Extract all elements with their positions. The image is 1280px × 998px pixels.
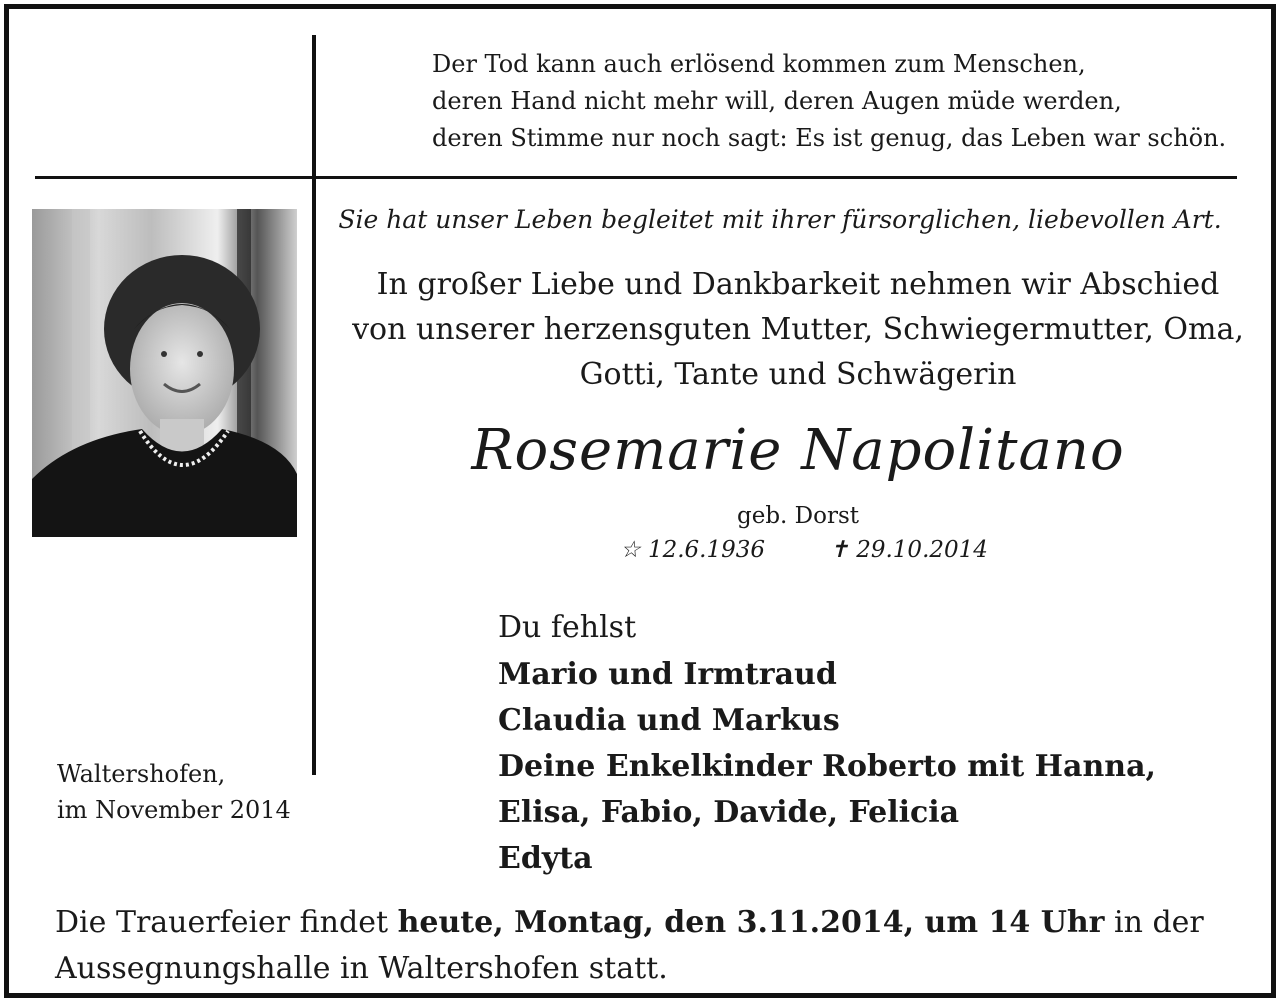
miss-line: Du fehlst (498, 610, 637, 645)
star-icon: ☆ (620, 537, 641, 563)
cross-vertical-bar (312, 35, 316, 775)
mourner-line: Edyta (498, 841, 593, 876)
intro-line: von unserer herzensguten Mutter, Schwiegermutter, Oma, (352, 312, 1244, 347)
quote-line: deren Hand nicht mehr will, deren Augen müde werden, (432, 87, 1122, 115)
quote-line: deren Stimme nur noch sagt: Es ist genug, das Leben war schön. (432, 124, 1227, 152)
ceremony-pre: Die Trauerfeier findet (55, 905, 398, 940)
intro-line: In großer Liebe und Dankbarkeit nehmen wir Abschied (376, 267, 1220, 302)
tagline: Sie hat unser Leben begleitet mit ihrer fürsorglichen, liebevollen Art. (338, 205, 1222, 234)
place-date (57, 756, 291, 828)
mourner-line: Mario und Irmtraud (498, 657, 837, 692)
maiden-name: geb. Dorst (736, 503, 859, 529)
cross-icon: ✝ (829, 537, 849, 563)
ceremony-post: in der (1104, 905, 1204, 940)
intro-block (318, 262, 1278, 397)
life-dates (620, 537, 988, 563)
ceremony-time: heute, Montag, den 3.11.2014, um 14 Uhr (397, 905, 1105, 940)
mourner-line: Elisa, Fabio, Davide, Felicia (498, 795, 960, 830)
portrait-photo (32, 209, 297, 537)
death-date: 29.10.2014 (856, 537, 988, 563)
mourner-line: Deine Enkelkinder Roberto mit Hanna, (498, 749, 1156, 784)
ceremony-line-1 (55, 900, 1204, 946)
birth-date: 12.6.1936 (647, 537, 765, 563)
ceremony-notice (55, 900, 1204, 992)
place-line: Waltershofen, (57, 760, 226, 788)
cross-horizontal-bar (35, 176, 1237, 179)
mourner-line: Claudia und Markus (498, 703, 840, 738)
deceased-name: Rosemarie Napolitano (471, 418, 1125, 483)
quote-block (432, 46, 1226, 157)
date-line: im November 2014 (57, 796, 291, 824)
quote-line: Der Tod kann auch erlösend kommen zum Menschen, (432, 50, 1086, 78)
mourners-list (498, 652, 1156, 882)
intro-line: Gotti, Tante und Schwägerin (579, 357, 1017, 392)
ceremony-line-2: Aussegnungshalle in Waltershofen statt. (55, 951, 668, 986)
